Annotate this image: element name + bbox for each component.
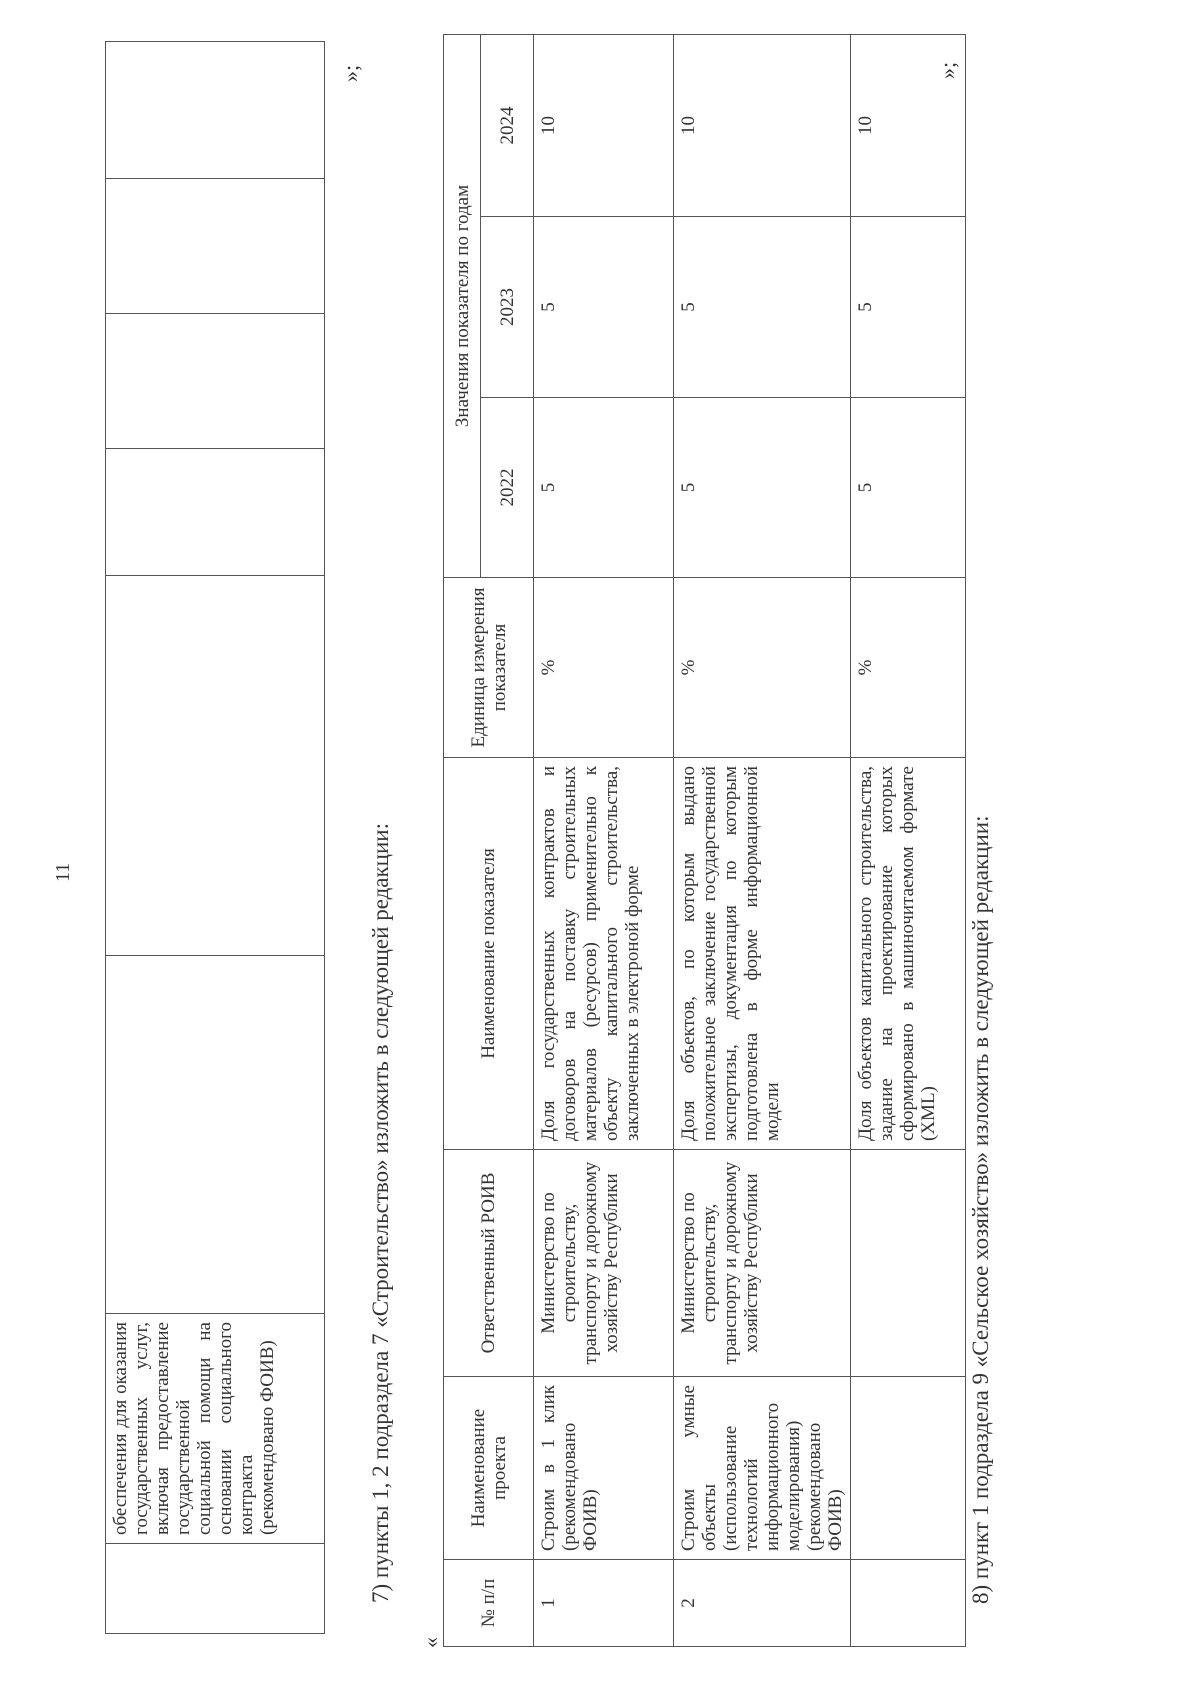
paragraph-8: 8) пункт 1 подраздела 9 «Сельское хозяйство» изложить в следующей редакции:: [968, 815, 993, 1604]
header-unit: Единица измерения показателя: [444, 578, 534, 758]
row-value-2023: 5: [674, 217, 851, 398]
header-year-2023: 2023: [481, 217, 534, 398]
table-row: [106, 42, 325, 1634]
construction-table: [443, 34, 966, 1647]
closing-quote-2: »;: [935, 61, 960, 79]
row-value-2023: 5: [534, 217, 674, 398]
row-num: [851, 1560, 966, 1647]
table-cell: [106, 449, 325, 576]
row-roiv: [851, 1150, 966, 1377]
row-indicator: Доля объектов капитального строительства, задание на проектирование которых сформировано в машиночитаемом формате (XML): [851, 758, 966, 1150]
row-value-2022: 5: [851, 398, 966, 578]
row-indicator: Доля государственных контрактов и договоров на поставку строительных материалов (ресурсов) применительно к объекту капитального строительства, заключенных в электроной форме: [534, 758, 674, 1150]
opening-quote: «: [418, 1637, 443, 1648]
paragraph-7: 7) пункты 1, 2 подраздела 7 «Строительство» изложить в следующей редакции:: [368, 822, 393, 1603]
table-cell: обеспечения для оказания государственных услуг, включая предоставление государственной социальной помощи на основании социального контракта (рекомендовано ФОИВ): [106, 1314, 325, 1544]
row-value-2022: 5: [674, 398, 851, 578]
row-unit: %: [674, 578, 851, 758]
page-number: 11: [52, 862, 74, 882]
row-project: Строим в 1 клик (рекомендовано ФОИВ): [534, 1377, 674, 1560]
row-num: 1: [534, 1560, 674, 1647]
table-cell: [106, 42, 325, 179]
header-row: [444, 34, 481, 1646]
row-value-2024: 10: [674, 34, 851, 216]
table-cell: [106, 1544, 325, 1634]
row-num: 2: [674, 1560, 851, 1647]
table-cell: [106, 956, 325, 1314]
header-year-2024: 2024: [481, 34, 534, 216]
header-project: Наименование проекта: [444, 1377, 534, 1560]
table-row: [534, 34, 674, 1646]
header-indicator: Наименование показателя: [444, 758, 534, 1150]
table-row: [674, 34, 851, 1646]
header-year-2022: 2022: [481, 398, 534, 578]
header-roiv: Ответственный РОИВ: [444, 1150, 534, 1377]
row-unit: %: [534, 578, 674, 758]
row-project: Строим умные объекты (использование технологий информационного моделирования) (рекомендовано ФОИВ): [674, 1377, 851, 1560]
table-row: [851, 34, 966, 1646]
row-project: [851, 1377, 966, 1560]
row-value-2024: 10: [851, 34, 966, 216]
row-roiv: Министерство по строительству, транспорту и дорожному хозяйству Республики: [534, 1150, 674, 1377]
previous-table-continuation: [105, 41, 325, 1634]
header-num: № п/п: [444, 1560, 534, 1647]
row-unit: %: [851, 578, 966, 758]
row-value-2023: 5: [851, 217, 966, 398]
row-value-2022: 5: [534, 398, 674, 578]
header-values: Значения показателя по годам: [444, 34, 481, 577]
table-cell: [106, 314, 325, 449]
closing-quote: »;: [338, 64, 363, 82]
row-roiv: Министерство по строительству, транспорту и дорожному хозяйству Республики: [674, 1150, 851, 1377]
row-indicator: Доля объектов, по которым выдано положительное заключение государственной экспертизы, документация по которым подготовлена в форме информационной модели: [674, 758, 851, 1150]
table-cell: [106, 576, 325, 956]
row-value-2024: 10: [534, 34, 674, 216]
table-cell: [106, 179, 325, 314]
